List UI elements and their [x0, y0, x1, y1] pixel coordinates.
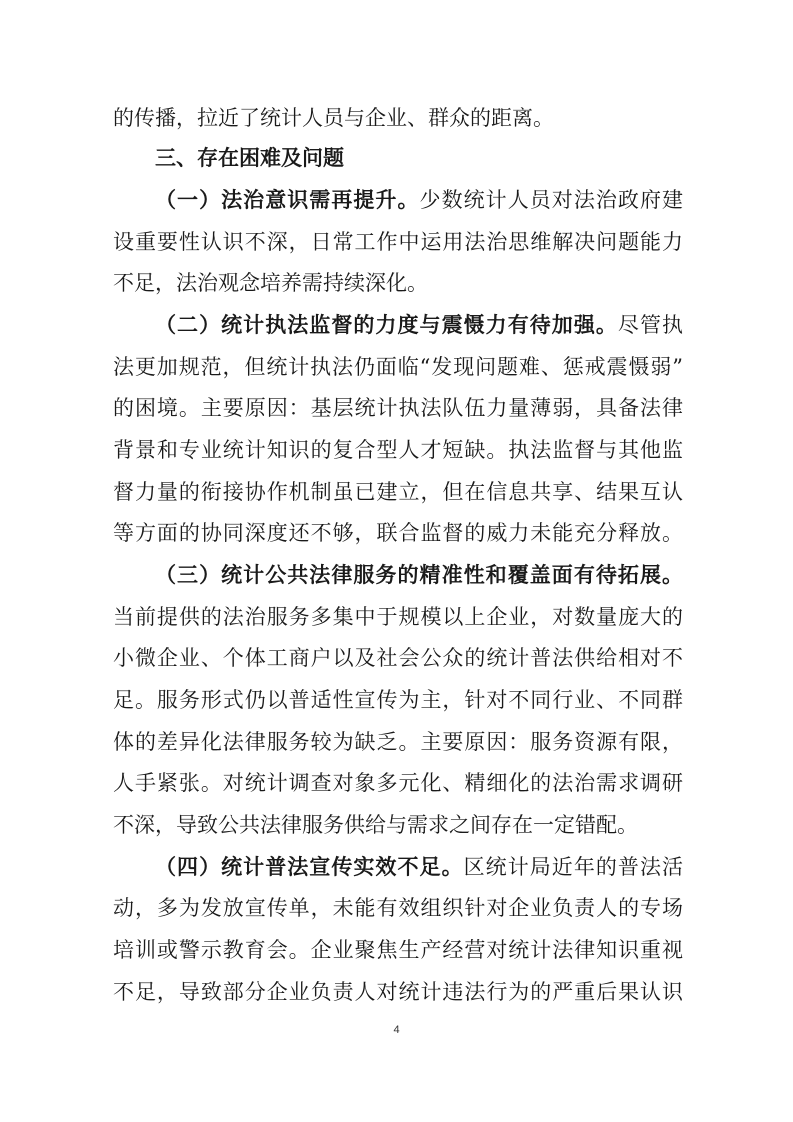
line-text: 动，多为发放宣传单，未能有效组织针对企业负责人的专场 — [113, 896, 683, 920]
line-text: 的传播，拉近了统计人员与企业、群众的距离。 — [113, 106, 554, 130]
line-text: 区统计局近年的普法活 — [463, 855, 683, 879]
paragraph-line — [113, 227, 683, 257]
line-text: 培训或警示教育会。企业聚焦生产经营对统计法律知识重视 — [113, 938, 683, 962]
line-text: 少数统计人员对法治政府建 — [419, 188, 683, 212]
subsection-title: （二）统计执法监督的力度与震慑力有待加强。 — [155, 313, 618, 337]
line-text: 不足，导致部分企业负责人对统计违法行为的严重后果认识 — [113, 980, 683, 1004]
line-text: 不足，法治观念培养需持续深化。 — [113, 271, 428, 295]
paragraph-line — [113, 727, 683, 757]
subsection-title: （四）统计普法宣传实效不足。 — [155, 855, 464, 879]
paragraph-line — [113, 103, 683, 133]
line-text: 足。服务形式仍以普适性宣传为主，针对不同行业、不同群 — [113, 688, 683, 712]
paragraph-line — [113, 518, 683, 548]
paragraph-line — [113, 685, 683, 715]
line-text: 背景和专业统计知识的复合型人才短缺。执法监督与其他监 — [113, 438, 683, 462]
subsection-lead-line — [155, 310, 683, 340]
line-text: 等方面的协同深度还不够，联合监督的威力未能充分释放。 — [113, 521, 683, 545]
paragraph-line — [113, 268, 683, 298]
subsection-lead-line — [155, 852, 683, 882]
paragraph-line — [113, 893, 683, 923]
paragraph-line — [113, 768, 683, 798]
line-text: 法更加规范，但统计执法仍面临“发现问题难、惩戒震慑弱” — [113, 355, 683, 379]
paragraph-line — [113, 352, 683, 382]
paragraph-line — [113, 393, 683, 423]
line-text: 尽管执 — [617, 313, 683, 337]
line-text: 小微企业、个体工商户以及社会公众的统计普法供给相对不 — [113, 646, 683, 670]
subsection-lead-line — [155, 185, 683, 215]
subsection-lead-line — [155, 560, 683, 590]
paragraph-line — [113, 977, 683, 1007]
page-number: 4 — [393, 1024, 400, 1036]
subsection-title: （一）法治意识需再提升。 — [155, 188, 420, 212]
line-text: 设重要性认识不深，日常工作中运用法治思维解决问题能力 — [113, 230, 683, 254]
line-text: 当前提供的法治服务多集中于规模以上企业，对数量庞大的 — [113, 605, 683, 629]
paragraph-line — [113, 477, 683, 507]
paragraph-line — [113, 643, 683, 673]
section-heading — [155, 143, 344, 173]
line-text: 体的差异化法律服务较为缺乏。主要原因：服务资源有限， — [113, 730, 683, 754]
line-text: 人手紧张。对统计调查对象多元化、精细化的法治需求调研 — [113, 771, 683, 795]
paragraph-line — [113, 935, 683, 965]
paragraph-line — [113, 435, 683, 465]
subsection-title: （三）统计公共法律服务的精准性和覆盖面有待拓展。 — [155, 563, 683, 587]
paragraph-line — [113, 810, 683, 840]
line-text: 督力量的衔接协作机制虽已建立，但在信息共享、结果互认 — [113, 480, 683, 504]
line-text: 不深，导致公共法律服务供给与需求之间存在一定错配。 — [113, 813, 638, 837]
paragraph-line — [113, 602, 683, 632]
section-heading-text: 三、存在困难及问题 — [155, 146, 344, 170]
line-text: 的困境。主要原因：基层统计执法队伍力量薄弱，具备法律 — [113, 396, 683, 420]
